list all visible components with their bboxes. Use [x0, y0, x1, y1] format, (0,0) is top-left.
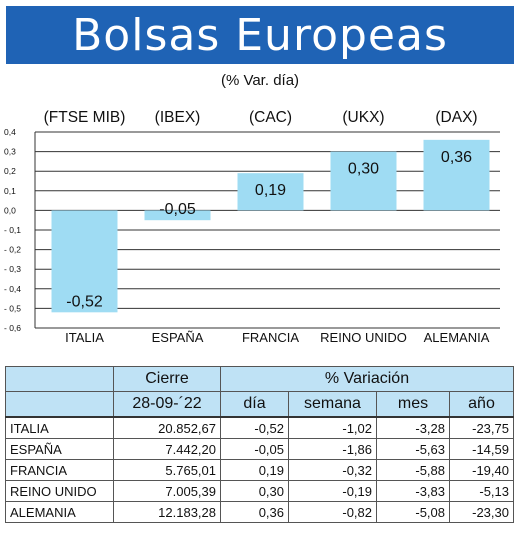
- bar-value-label: 0,30: [347, 160, 380, 178]
- bar-value-label: 0,36: [440, 148, 473, 166]
- y-tick-label: - 0,1: [4, 225, 22, 235]
- header-ano: año: [450, 392, 514, 418]
- row-ano: -14,59: [450, 439, 514, 460]
- row-dia: -0,05: [221, 439, 289, 460]
- x-tick-label: ESPAÑA: [151, 330, 204, 345]
- row-close: 12.183,28: [114, 502, 221, 523]
- bar-value-label: -0,52: [66, 293, 103, 311]
- table-header-blank: [6, 392, 114, 418]
- y-tick-label: 0,1: [4, 185, 16, 196]
- x-tick-label: ITALIA: [65, 330, 104, 345]
- row-mes: -5,63: [377, 439, 450, 460]
- table-header-blank: [6, 367, 114, 392]
- y-tick-label: 0,4: [4, 127, 16, 137]
- header-cierre: Cierre: [114, 367, 221, 392]
- y-tick-label: - 0,6: [4, 323, 22, 333]
- bar-chart: [0, 96, 520, 356]
- table-row: [6, 439, 514, 460]
- x-tick-label: ALEMANIA: [423, 330, 490, 345]
- page-title: Bolsas Europeas: [72, 9, 448, 61]
- y-tick-label: - 0,3: [4, 264, 22, 275]
- table-column-header-row: [6, 392, 514, 418]
- row-mes: -3,28: [377, 417, 450, 439]
- index-label: (CAC): [248, 109, 293, 126]
- header-date: 28-09-´22: [114, 392, 221, 418]
- header-semana: semana: [289, 392, 377, 418]
- row-dia: -0,52: [221, 417, 289, 439]
- table-row: [6, 417, 514, 439]
- chart-subtitle: (% Var. día): [220, 72, 300, 89]
- header-mes: mes: [377, 392, 450, 418]
- y-tick-label: 0,3: [4, 146, 16, 157]
- x-tick-label: FRANCIA: [241, 330, 300, 345]
- row-country: ALEMANIA: [6, 502, 114, 523]
- header-dia: día: [221, 392, 289, 418]
- row-ano: -23,30: [450, 502, 514, 523]
- row-semana: -0,32: [289, 460, 377, 481]
- table-row: [6, 481, 514, 502]
- row-ano: -19,40: [450, 460, 514, 481]
- row-country: ITALIA: [6, 417, 114, 439]
- y-tick-label: 0,0: [4, 205, 16, 216]
- title-banner: [6, 6, 514, 64]
- index-label: (FTSE MIB): [43, 109, 126, 126]
- row-semana: -0,19: [289, 481, 377, 502]
- row-ano: -5,13: [450, 481, 514, 502]
- y-tick-label: - 0,2: [4, 244, 22, 255]
- x-tick-label: REINO UNIDO: [320, 330, 407, 345]
- row-semana: -1,86: [289, 439, 377, 460]
- row-country: FRANCIA: [6, 460, 114, 481]
- y-tick-label: - 0,4: [4, 283, 22, 294]
- row-country: ESPAÑA: [6, 439, 114, 460]
- row-mes: -5,08: [377, 502, 450, 523]
- row-close: 7.442,20: [114, 439, 221, 460]
- row-mes: -3,83: [377, 481, 450, 502]
- y-tick-label: 0,2: [4, 166, 16, 177]
- row-dia: 0,19: [221, 460, 289, 481]
- row-dia: 0,36: [221, 502, 289, 523]
- table-row: [6, 502, 514, 523]
- bar-value-label: -0,05: [159, 201, 196, 219]
- row-semana: -1,02: [289, 417, 377, 439]
- row-dia: 0,30: [221, 481, 289, 502]
- index-label: (IBEX): [154, 109, 201, 126]
- index-label: (UKX): [342, 109, 385, 126]
- bar-value-label: 0,19: [254, 182, 287, 200]
- row-mes: -5,88: [377, 460, 450, 481]
- table-row: [6, 460, 514, 481]
- row-close: 5.765,01: [114, 460, 221, 481]
- header-variacion: % Variación: [221, 367, 514, 392]
- row-ano: -23,75: [450, 417, 514, 439]
- row-close: 7.005,39: [114, 481, 221, 502]
- table-group-header-row: [6, 367, 514, 392]
- row-semana: -0,82: [289, 502, 377, 523]
- y-tick-label: - 0,5: [4, 303, 22, 314]
- index-label: (DAX): [435, 109, 478, 126]
- closing-prices-table: [5, 366, 514, 523]
- row-close: 20.852,67: [114, 417, 221, 439]
- row-country: REINO UNIDO: [6, 481, 114, 502]
